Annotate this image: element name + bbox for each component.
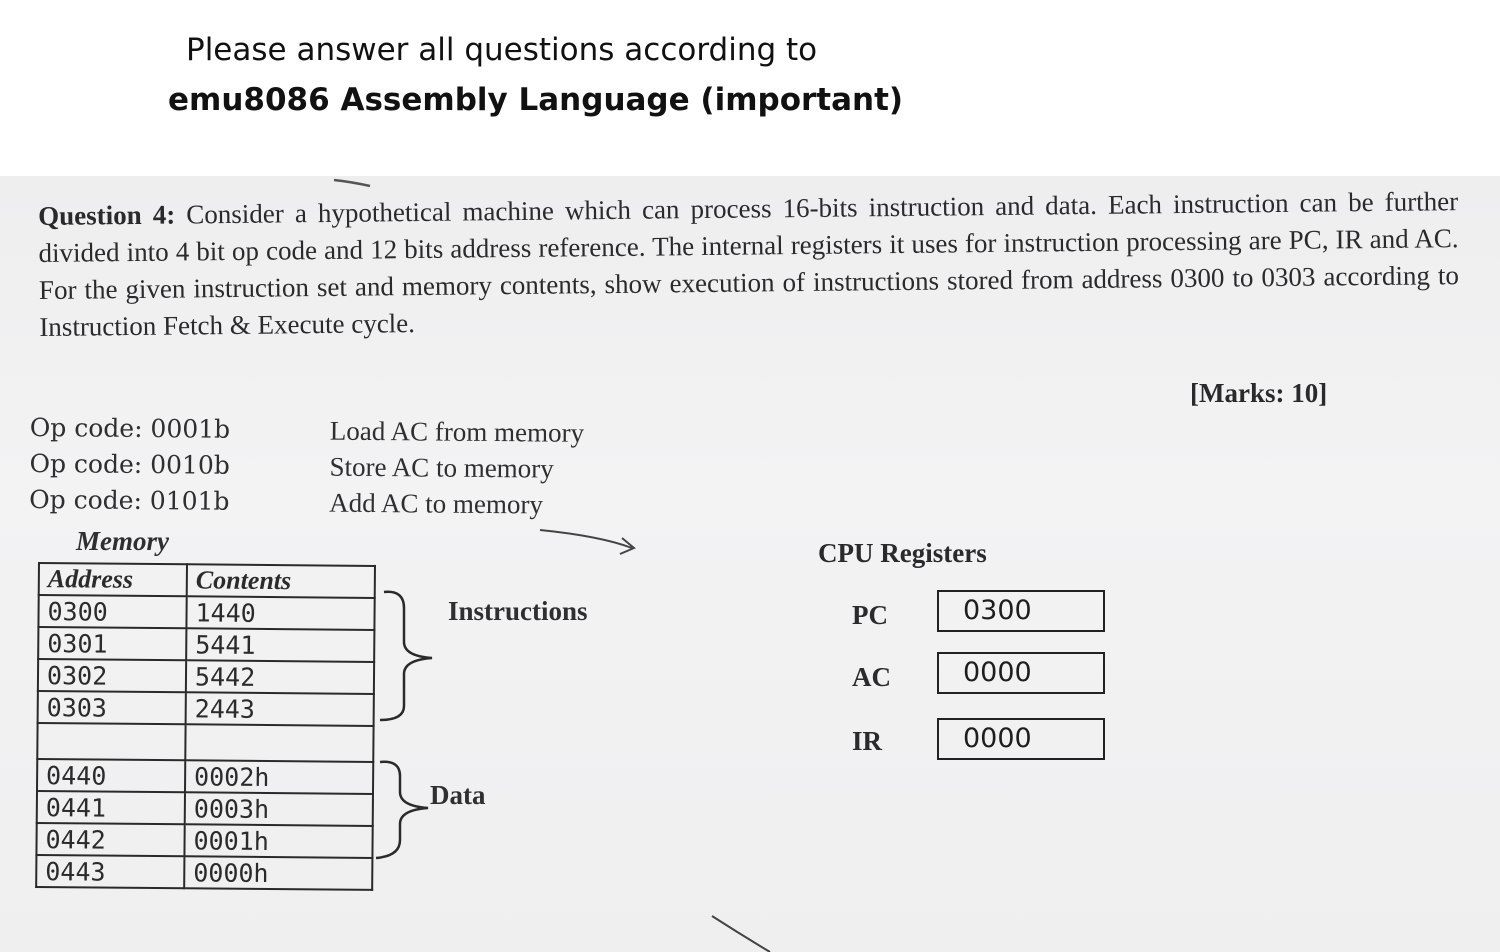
register-label-ir: IR — [852, 726, 883, 756]
brace-drawings — [0, 176, 1500, 952]
address-cell: 0302 — [38, 659, 186, 692]
question-body: Consider a hypothetical machine which can process 16-bits instruction and data. Each instruction can be further divided into 4 bit op code and 12 bits address reference. The internal registers it uses for instruction processing are PC, IR and AC. For the given instruction set and memory contents, show execution of instructions stored from address 0300 to 0303 according to Instruction Fetch & Execute cycle. — [38, 186, 1460, 342]
contents-cell: 5441 — [186, 628, 374, 662]
instructions-label: Instructions — [448, 596, 588, 626]
address-cell: 0441 — [37, 791, 185, 824]
contents-cell: 5442 — [186, 660, 374, 694]
address-cell: 0443 — [36, 855, 184, 888]
question-label: Question 4: — [38, 199, 176, 231]
pen-stroke-mark — [334, 180, 370, 186]
opcode-description: Add AC to memory — [329, 487, 544, 520]
pen-stroke-mark — [540, 530, 632, 548]
register-label-pc: PC — [852, 600, 888, 630]
instructions-brace — [380, 592, 432, 720]
contents-cell: 2443 — [186, 692, 374, 726]
cpu-registers-title: CPU Registers — [818, 538, 987, 568]
instruction-header — [0, 0, 1500, 176]
contents-cell: 0000h — [184, 856, 372, 890]
register-value-pc: 0300 — [937, 590, 1105, 632]
pen-stroke-mark — [712, 916, 770, 952]
data-brace — [376, 762, 428, 858]
address-cell: 0303 — [38, 691, 186, 724]
contents-header: Contents — [187, 564, 375, 598]
contents-cell: 0003h — [185, 792, 373, 826]
header-line-2: emu8086 Assembly Language (important) — [168, 82, 904, 118]
register-value-ac: 0000 — [937, 652, 1105, 694]
opcode-description: Load AC from memory — [329, 415, 585, 448]
contents-cell: 0002h — [185, 760, 373, 794]
contents-cell: 1440 — [186, 596, 374, 630]
header-line-1: Please answer all questions according to — [186, 32, 818, 68]
memory-title: Memory — [76, 526, 169, 556]
address-header: Address — [39, 563, 187, 596]
register-label-ac: AC — [852, 662, 891, 692]
marks-label: [Marks: 10] — [1190, 378, 1328, 408]
register-value-ir: 0000 — [937, 718, 1105, 760]
opcode-code: Op code: 0001b — [29, 412, 231, 444]
opcode-description: Store AC to memory — [329, 451, 554, 484]
opcode-code: Op code: 0010b — [29, 448, 230, 480]
contents-cell: 0001h — [184, 824, 372, 858]
address-cell: 0442 — [36, 823, 184, 856]
address-cell: 0300 — [38, 595, 186, 628]
address-cell: 0440 — [37, 759, 185, 792]
exam-paper-photo — [0, 176, 1500, 952]
opcode-code: Op code: 0101b — [29, 484, 230, 516]
data-label: Data — [430, 780, 486, 810]
address-cell: 0301 — [38, 627, 186, 660]
